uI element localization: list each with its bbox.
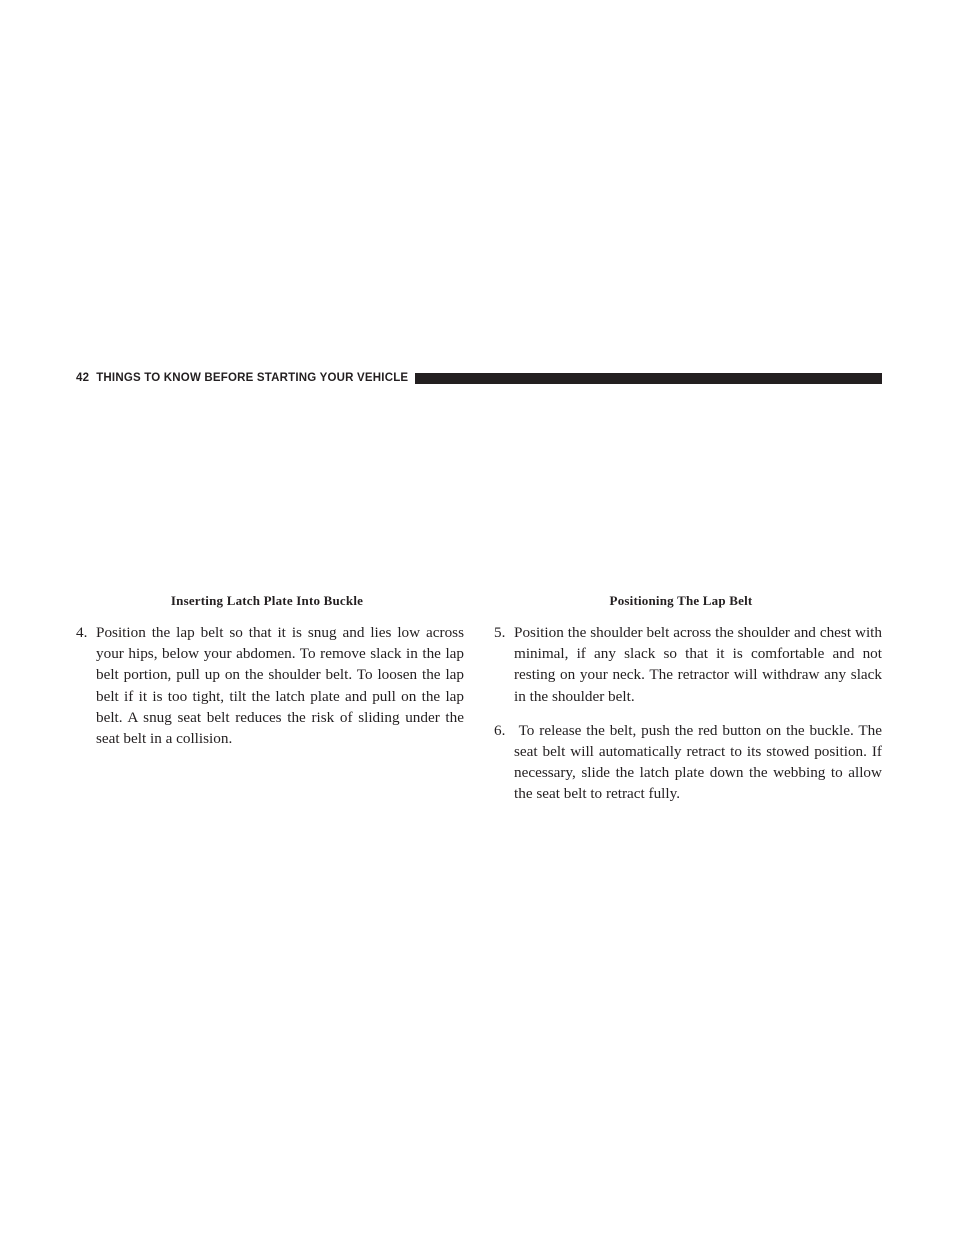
header-rule — [415, 373, 882, 384]
left-column — [76, 593, 464, 762]
list-item-text: Position the shoulder belt across the shoulder and chest with minimal, if any slack so that it is comfortable and not resting on your neck. The retractor will withdraw any slack in the shoulder belt. — [514, 624, 882, 705]
page-number: 42 — [76, 372, 90, 384]
right-column — [494, 593, 882, 818]
figure-caption-lap-belt: Positioning The Lap Belt — [609, 593, 753, 608]
list-item-number: 6. — [494, 721, 506, 739]
list-item-number: 4. — [76, 624, 88, 641]
page-header — [76, 370, 882, 386]
list-item-number: 5. — [494, 624, 506, 641]
list-item — [76, 622, 464, 749]
list-item — [494, 720, 882, 805]
list-item-text: To release the belt, push the red button on the buckle. The seat belt will automatically retract to its stowed position. If necessary, slide the latch plate down the webbing to allow the seat belt to retract fully. — [514, 721, 882, 803]
list-item — [494, 622, 882, 707]
section-title: THINGS TO KNOW BEFORE STARTING YOUR VEHICLE — [96, 372, 409, 384]
list-item-text: Position the lap belt so that it is snug and lies low across your hips, below your abdomen. To remove slack in the lap belt portion, pull up on the shoulder belt. To loosen the lap belt if it is too tight, tilt the latch plate and pull on the lap belt. A snug seat belt reduces the risk of sliding under the seat belt in a collision. — [96, 624, 464, 748]
figure-caption-latch-plate: Inserting Latch Plate Into Buckle — [170, 593, 364, 608]
